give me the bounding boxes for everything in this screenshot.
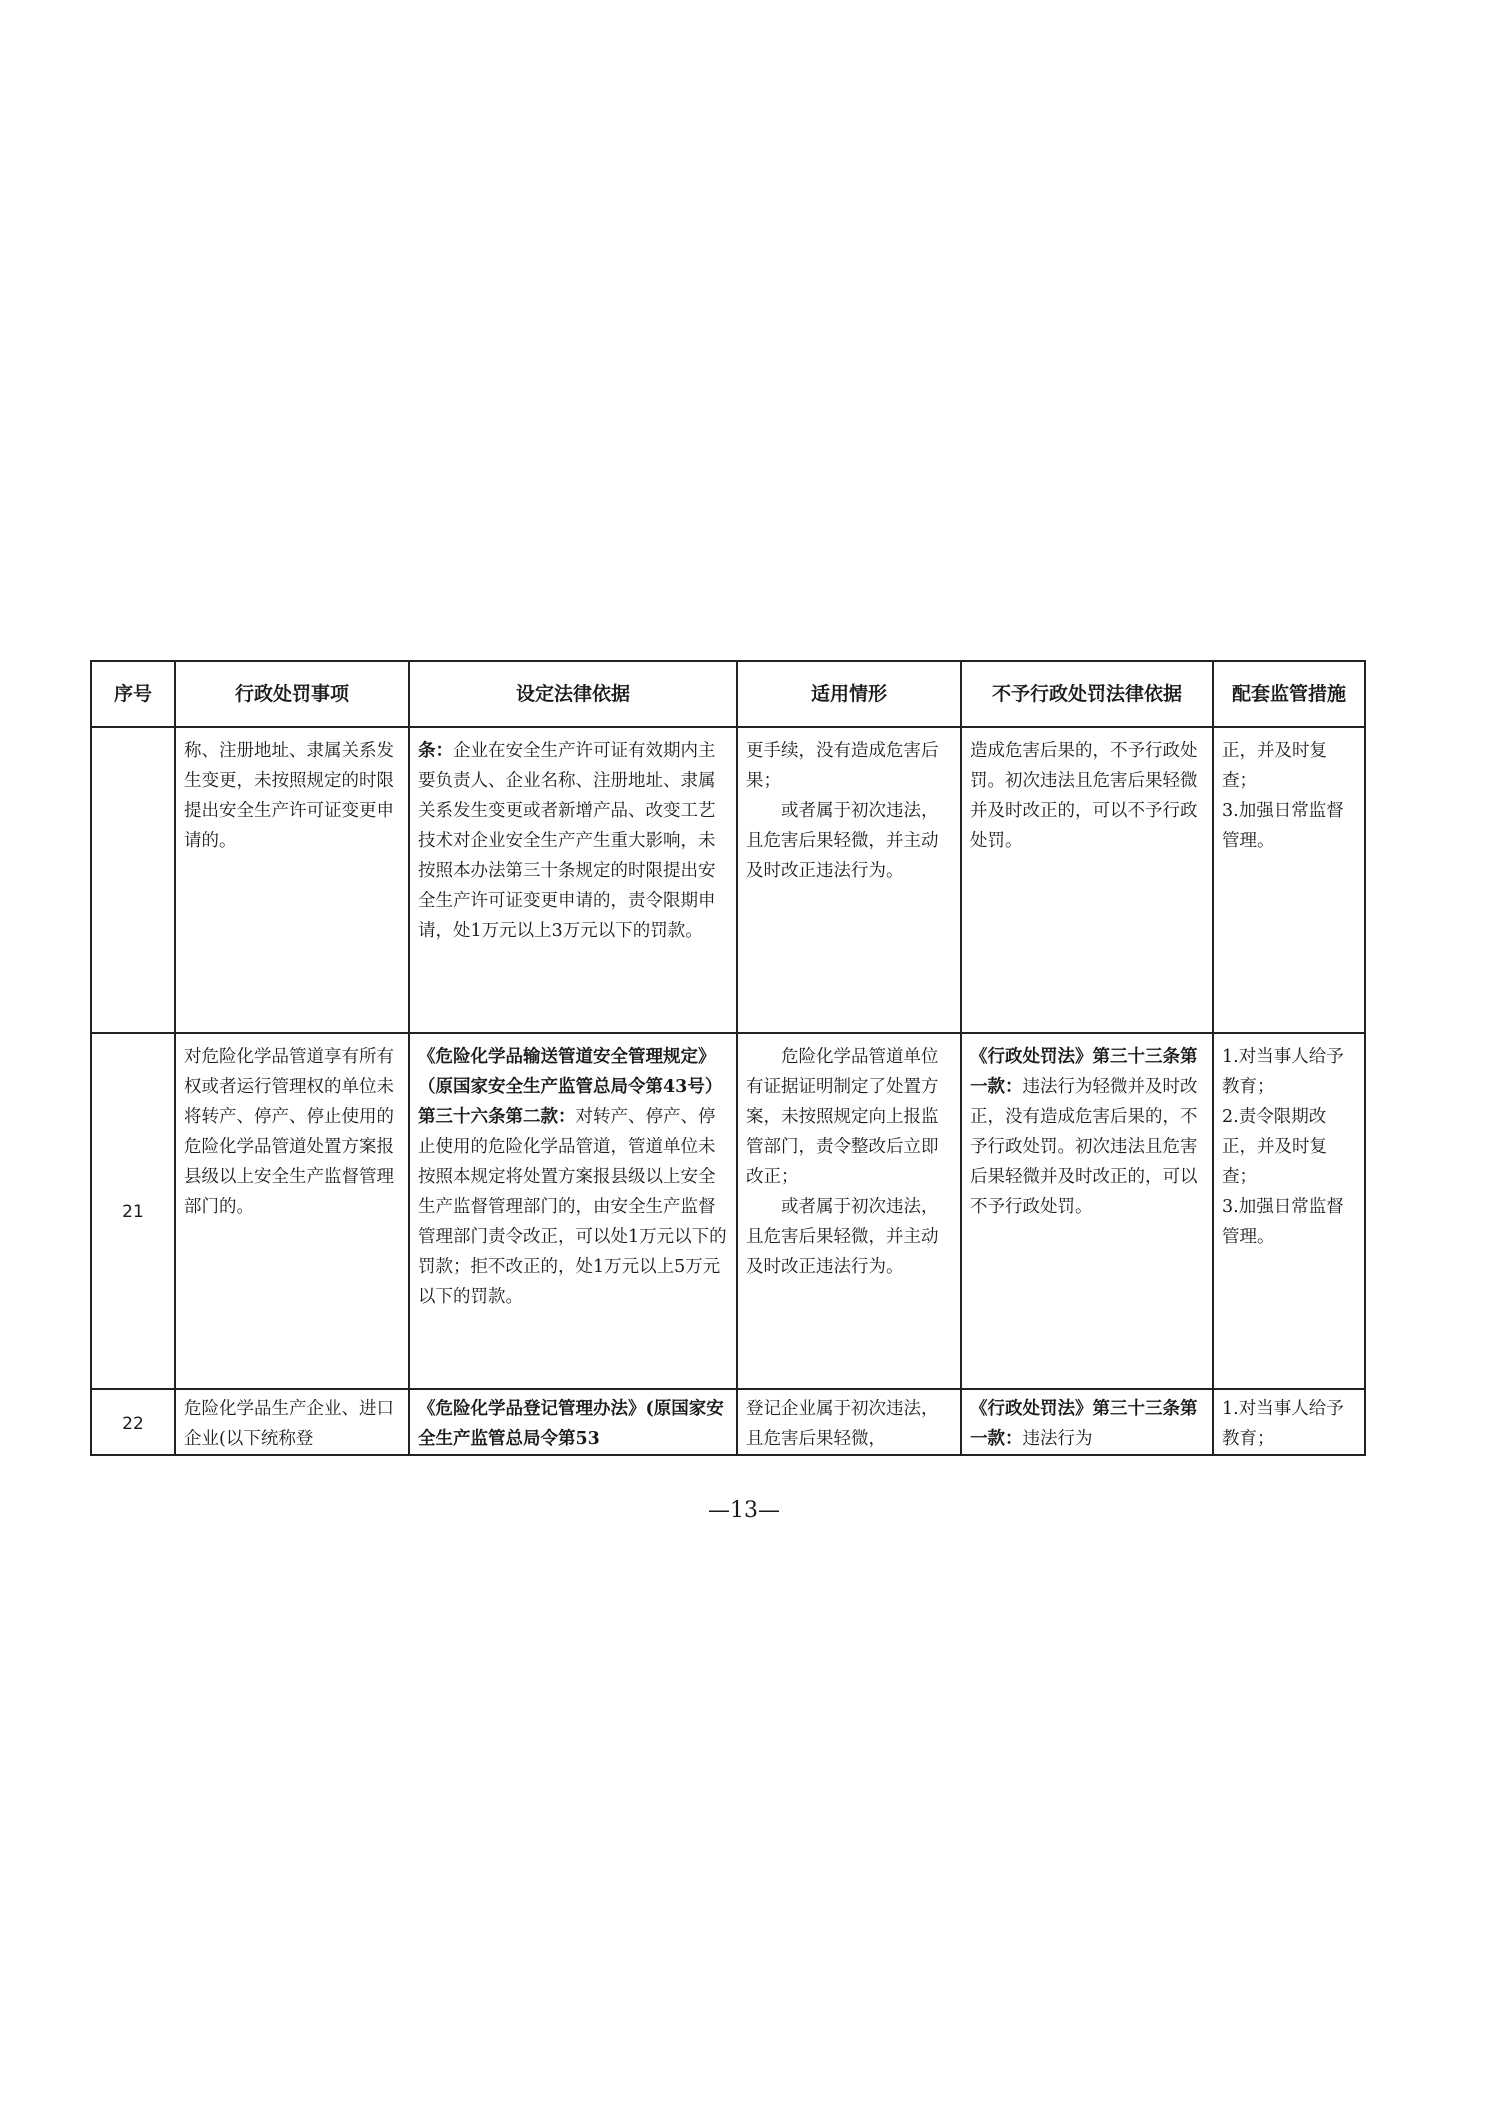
- row-situation: [737, 1389, 961, 1455]
- row-seq: 22: [91, 1389, 175, 1455]
- matter-text: 称、注册地址、隶属关系发生变更，未按照规定的时限提出安全生产许可证变更申请的。: [184, 741, 394, 851]
- page-number: —13—: [708, 1498, 780, 1523]
- measure-item: 1.对当事人给予教育；: [1222, 1399, 1344, 1449]
- row-seq: [91, 727, 175, 1033]
- row-basis: [409, 1389, 737, 1455]
- measure-item: 2.责令限期改正，并及时复查；: [1222, 1107, 1327, 1187]
- row-exemption: [961, 1389, 1213, 1455]
- measure-item: 1.对当事人给予教育；: [1222, 1047, 1344, 1097]
- header-measures: 配套监管措施: [1213, 661, 1365, 727]
- exemption-text: 违法行为轻微并及时改正，没有造成危害后果的，不予行政处罚。初次违法且危害后果轻微并及时改正的，可以不予行政处罚。: [970, 1077, 1198, 1217]
- basis-bold: 《危险化学品登记管理办法》(原国家安全生产监管总局令第53: [418, 1399, 724, 1449]
- table-row: [91, 1033, 1365, 1389]
- matter-text: 对危险化学品管道享有所有权或者运行管理权的单位未将转产、停产、停止使用的危险化学品管道处置方案报县级以上安全生产监督管理部门的。: [184, 1047, 394, 1217]
- header-exemption: 不予行政处罚法律依据: [961, 661, 1213, 727]
- exemption-text: 违法行为: [1022, 1429, 1093, 1449]
- row-matter: [175, 1389, 409, 1455]
- table-header-row: [91, 661, 1365, 727]
- situation-text-2: 或者属于初次违法，且危害后果轻微，并主动及时改正违法行为。: [746, 801, 939, 881]
- basis-text: 对转产、停产、停止使用的危险化学品管道，管道单位未按照本规定将处置方案报县级以上安全生产监督管理部门的，由安全生产监督管理部门责令改正，可以处1万元以下的罚款；拒不改正的，处1万元以上5万元以下的罚款。: [418, 1107, 727, 1307]
- row-matter: [175, 1033, 409, 1389]
- row-measures: [1213, 1389, 1365, 1455]
- header-matter: 行政处罚事项: [175, 661, 409, 727]
- row-measures: [1213, 1033, 1365, 1389]
- situation-text-1: 登记企业属于初次违法，且危害后果轻微，: [746, 1399, 939, 1449]
- basis-bold: 《危险化学品输送管道安全管理规定》（原国家安全生产监管总局令第43号）第三十六条第二款：: [418, 1047, 723, 1127]
- header-situation: 适用情形: [737, 661, 961, 727]
- header-seq: 序号: [91, 661, 175, 727]
- row-exemption: [961, 1033, 1213, 1389]
- situation-text-1: 危险化学品管道单位有证据证明制定了处置方案，未按照规定向上报监管部门，责令整改后立即改正；: [746, 1047, 939, 1187]
- row-situation: [737, 1033, 961, 1389]
- situation-text-1: 更手续，没有造成危害后果；: [746, 741, 939, 791]
- row-measures: [1213, 727, 1365, 1033]
- row-exemption: [961, 727, 1213, 1033]
- matter-text: 危险化学品生产企业、进口企业(以下统称登: [184, 1399, 394, 1449]
- row-matter: [175, 727, 409, 1033]
- basis-text: 企业在安全生产许可证有效期内主要负责人、企业名称、注册地址、隶属关系发生变更或者新增产品、改变工艺技术对企业安全生产产生重大影响，未按照本办法第三十条规定的时限提出安全生产许可证变更申请的，责令限期申请，处1万元以上3万元以下的罚款。: [418, 741, 716, 941]
- measure-item: 正，并及时复查；: [1222, 741, 1327, 791]
- table-row: [91, 1389, 1365, 1455]
- exemption-bold: 《行政处罚法》第三十三条第一款：: [970, 1399, 1198, 1449]
- situation-text-2: 或者属于初次违法，且危害后果轻微，并主动及时改正违法行为。: [746, 1197, 939, 1277]
- penalty-table: [90, 660, 1366, 1456]
- basis-bold: 条：: [418, 741, 453, 761]
- row-situation: [737, 727, 961, 1033]
- row-basis: [409, 1033, 737, 1389]
- exemption-bold: 《行政处罚法》第三十三条第一款：: [970, 1047, 1198, 1097]
- table-row: [91, 727, 1365, 1033]
- row-seq: 21: [91, 1033, 175, 1389]
- row-basis: [409, 727, 737, 1033]
- measure-item: 3.加强日常监督管理。: [1222, 1197, 1344, 1247]
- measure-item: 3.加强日常监督管理。: [1222, 801, 1344, 851]
- exemption-text: 造成危害后果的，不予行政处罚。初次违法且危害后果轻微并及时改正的，可以不予行政处罚。: [970, 741, 1198, 851]
- header-basis: 设定法律依据: [409, 661, 737, 727]
